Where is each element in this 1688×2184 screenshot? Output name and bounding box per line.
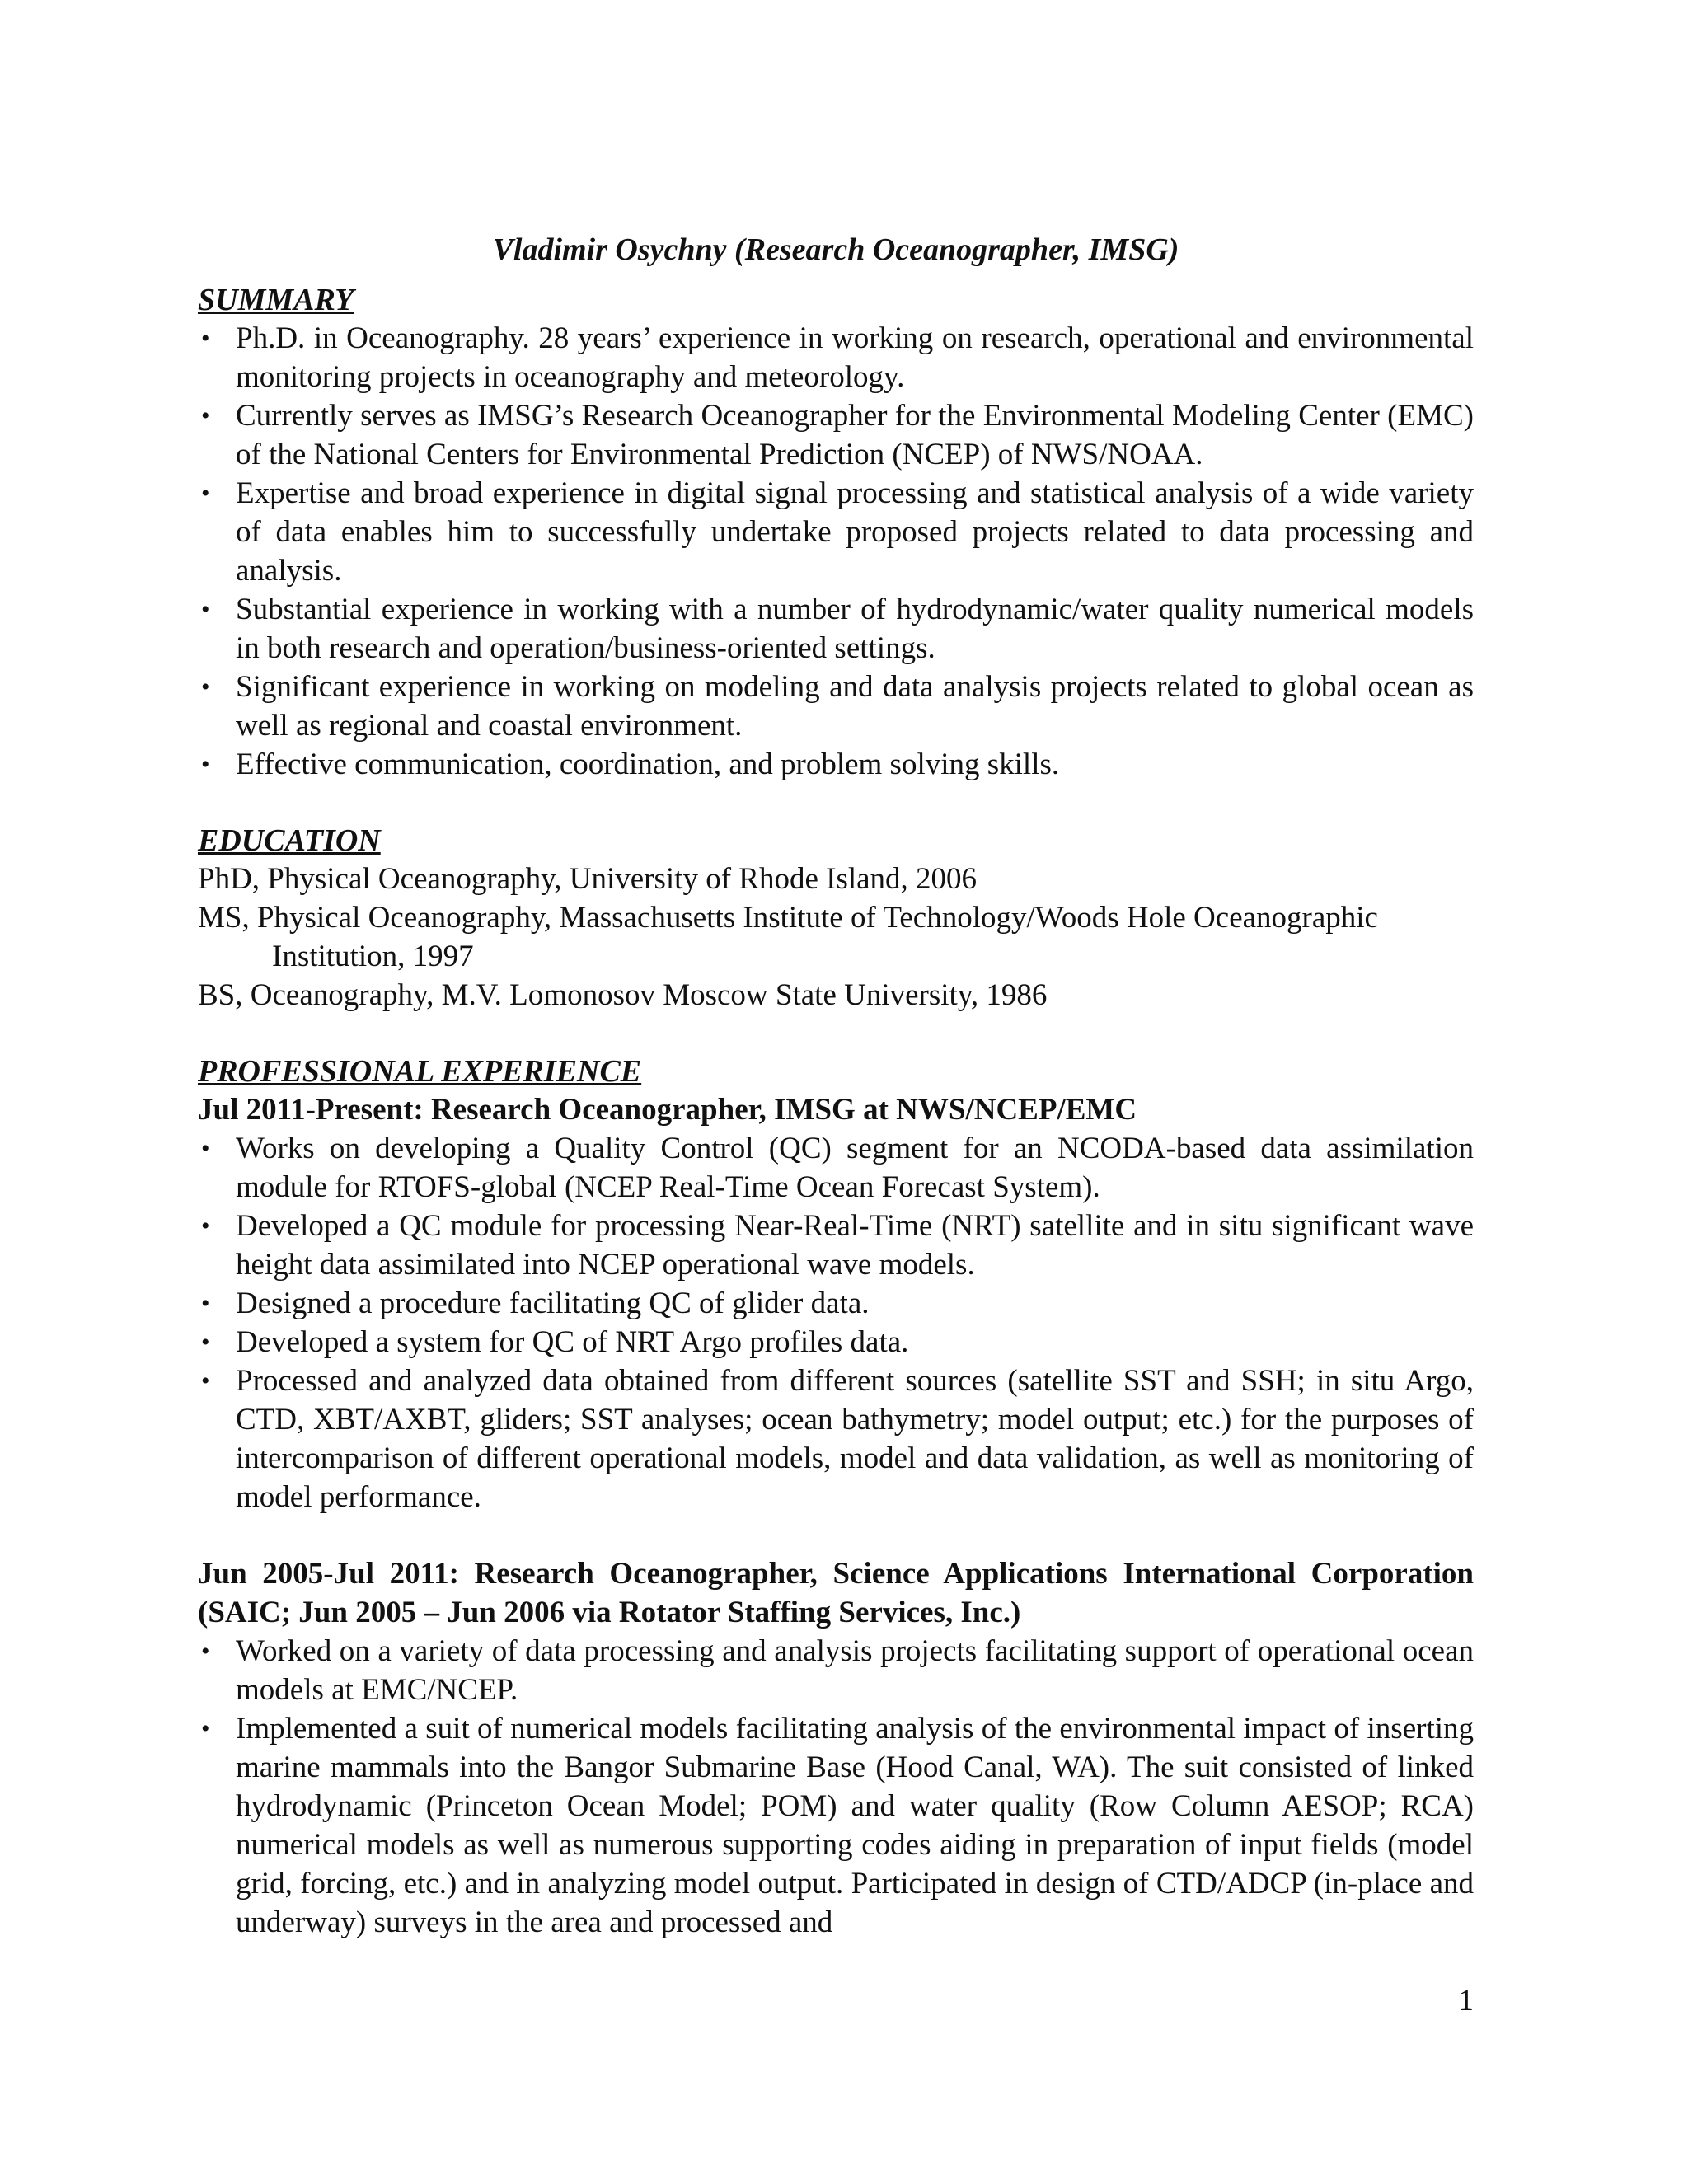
education-entry: PhD, Physical Oceanography, University of Rhode Island, 2006 [198,862,978,896]
bullet-icon: • [201,1212,210,1240]
list-item [198,319,1474,396]
list-item [198,1207,1474,1284]
list-item-text: Designed a procedure facilitating QC of glider data. [236,1286,870,1320]
list-item [198,1284,1474,1323]
bullet-icon: • [201,1638,210,1665]
list-item-text: Effective communication, coordination, and problem solving skills. [236,748,1060,781]
job-duties-list [198,1129,1474,1516]
job-heading: Jun 2005-Jul 2011: Research Oceanographer, Science Applications International Corporation (SAIC; Jun 2005 – Jun 2006 via Rotator Staffing Services, Inc.) [198,1557,1474,1629]
education-entry: BS, Oceanography, M.V. Lomonosov Moscow State University, 1986 [198,978,1048,1012]
list-item [198,1361,1474,1516]
list-item [198,396,1474,474]
list-item-text: Expertise and broad experience in digital signal processing and statistical analysis of a wide variety of data enables him to successfully undertake proposed projects related to data processing and analysis. [236,476,1474,588]
list-item [198,590,1474,668]
summary-section [198,281,1474,784]
summary-list [198,319,1474,784]
list-item [198,1632,1474,1709]
education-heading: EDUCATION [198,823,381,858]
list-item [198,1129,1474,1207]
page-number: 1 [1458,1984,1474,2018]
bullet-icon: • [201,1715,210,1742]
bullet-icon: • [201,1329,210,1356]
list-item-text: Ph.D. in Oceanography. 28 years’ experience in working on research, operational and environmental monitoring projects in oceanography and meteorology. [236,321,1474,394]
job-heading: Jul 2011-Present: Research Oceanographer, IMSG at NWS/NCEP/EMC [198,1093,1137,1127]
job-entry [198,1554,1474,1942]
list-item [198,745,1474,784]
bullet-icon: • [201,1367,210,1394]
bullet-icon: • [201,751,210,778]
experience-section [198,1052,1474,1942]
document-title: Vladimir Osychny (Research Oceanographer, IMSG) [492,232,1179,267]
list-item [198,668,1474,745]
list-item-text: Processed and analyzed data obtained from different sources (satellite SST and SSH; in situ Argo, CTD, XBT/AXBT, gliders; SST analyses; ocean bathymetry; model output; etc.) for the purposes of intercomparison of different operational models, model and data validation, as well as monitoring of model performance. [236,1364,1474,1514]
education-entry: MS, Physical Oceanography, Massachusetts Institute of Technology/Woods Hole Oceanographic Institution, 1997 [198,901,1378,973]
list-item-text: Developed a system for QC of NRT Argo profiles data. [236,1325,909,1359]
list-item-text: Implemented a suit of numerical models facilitating analysis of the environmental impact of inserting marine mammals into the Bangor Submarine Base (Hood Canal, WA). The suit consisted of linked hydrodynamic (Princeton Ocean Model; POM) and water quality (Row Column AESOP; RCA) numerical models as well as numerous supporting codes aiding in preparation of input fields (model grid, forcing, etc.) and in analyzing model output. Participated in design of CTD/ADCP (in-place and underway) surveys in the area and processed and [236,1712,1474,1939]
list-item-text: Worked on a variety of data processing and analysis projects facilitating support of operational ocean models at EMC/NCEP. [236,1634,1474,1707]
list-item-text: Developed a QC module for processing Near-Real-Time (NRT) satellite and in situ significant wave height data assimilated into NCEP operational wave models. [236,1209,1474,1282]
bullet-icon: • [201,480,210,507]
education-section [198,822,1474,1015]
list-item-text: Significant experience in working on modeling and data analysis projects related to global ocean as well as regional and coastal environment. [236,670,1474,743]
bullet-icon: • [201,1135,210,1162]
resume-page [198,231,1474,1942]
bullet-icon: • [201,402,210,429]
experience-heading: PROFESSIONAL EXPERIENCE [198,1054,642,1089]
list-item [198,474,1474,590]
summary-heading: SUMMARY [198,283,354,317]
list-item [198,1323,1474,1361]
list-item-text: Works on developing a Quality Control (QC) segment for an NCODA-based data assimilation module for RTOFS-global (NCEP Real-Time Ocean Forecast System). [236,1132,1474,1204]
bullet-icon: • [201,673,210,701]
bullet-icon: • [201,596,210,623]
bullet-icon: • [201,325,210,352]
job-duties-list [198,1632,1474,1942]
list-item-text: Substantial experience in working with a number of hydrodynamic/water quality numerical models in both research and operation/business-oriented settings. [236,593,1474,665]
job-entry [198,1090,1474,1516]
bullet-icon: • [201,1290,210,1317]
list-item-text: Currently serves as IMSG’s Research Oceanographer for the Environmental Modeling Center (EMC) of the National Centers for Environmental Prediction (NCEP) of NWS/NOAA. [236,399,1474,471]
list-item [198,1709,1474,1942]
